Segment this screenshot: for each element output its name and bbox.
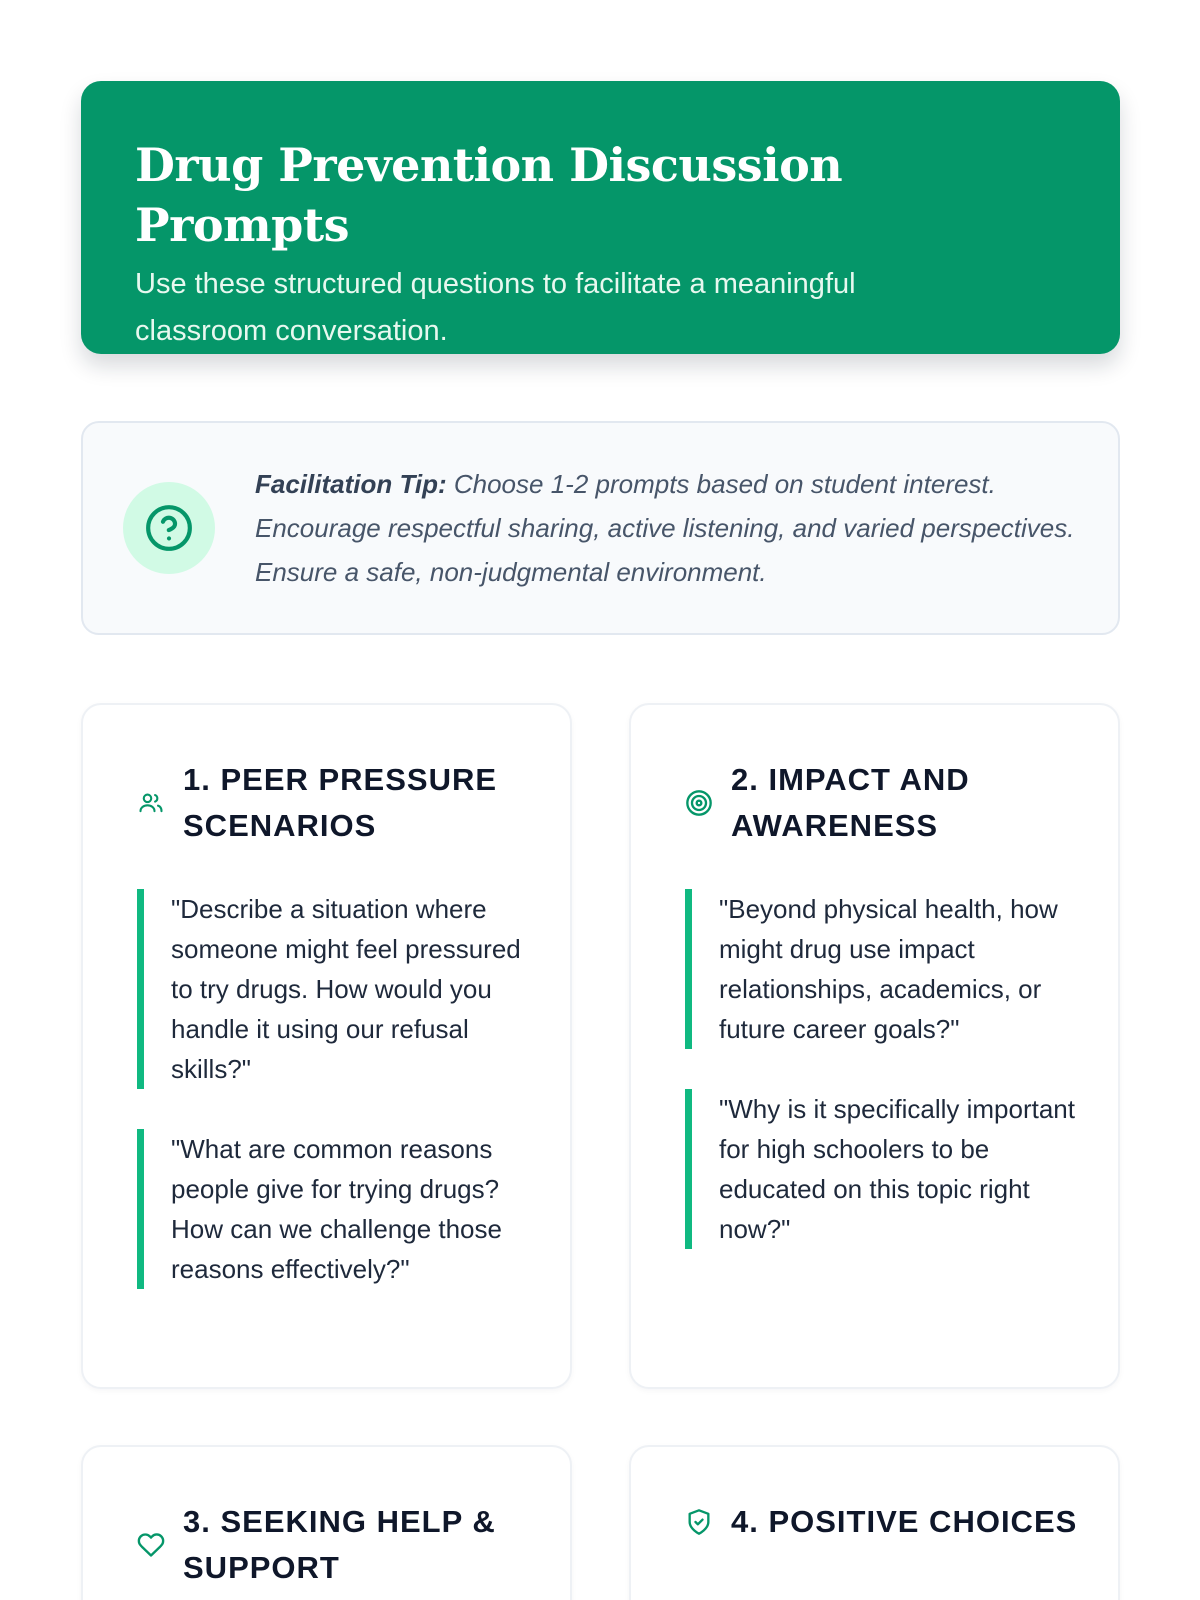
page-title: Drug Prevention Discussion Prompts — [135, 138, 843, 252]
section-title: 2. IMPACT AND AWARENESS — [731, 762, 970, 843]
facilitation-tip — [81, 421, 1120, 635]
card-header — [137, 1499, 530, 1591]
card-header — [685, 1499, 1078, 1545]
section-title: 4. POSITIVE CHOICES — [731, 1504, 1078, 1539]
tip-label: Facilitation Tip: — [255, 469, 447, 499]
shield-check-icon — [685, 1508, 713, 1536]
page-subtitle: Use these structured questions to facilitate a meaningful classroom conversation. — [135, 268, 856, 347]
section-title: 3. SEEKING HELP & SUPPORT — [183, 1504, 496, 1585]
prompt-cards-grid — [81, 703, 1119, 1600]
tip-icon-badge — [123, 482, 215, 574]
card-header — [137, 757, 530, 849]
header-banner — [81, 81, 1120, 354]
prompt-quote: "Beyond physical health, how might drug use impact relationships, academics, or future career goals?" — [685, 889, 1078, 1049]
tip-text — [255, 462, 1078, 594]
target-icon — [685, 789, 713, 817]
prompt-quote: "Why is it specifically important for high schoolers to be educated on this topic right now?" — [685, 1089, 1078, 1249]
users-icon — [137, 789, 165, 817]
prompt-quote: "What are common reasons people give for trying drugs? How can we challenge those reasons effectively?" — [137, 1129, 530, 1289]
prompt-quote: "Describe a situation where someone might feel pressured to try drugs. How would you handle it using our refusal skills?" — [137, 889, 530, 1089]
heart-icon — [137, 1531, 165, 1559]
section-card-seeking-help — [81, 1445, 572, 1600]
prompt-list — [685, 889, 1078, 1249]
section-title: 1. PEER PRESSURE SCENARIOS — [183, 762, 498, 843]
section-card-positive-choices — [629, 1445, 1120, 1600]
section-card-peer-pressure — [81, 703, 572, 1389]
card-header — [685, 757, 1078, 849]
tip-body: Choose 1-2 prompts based on student interest. Encourage respectful sharing, active listening, and varied perspectives. Ensure a safe, non-judgmental environment. — [255, 469, 1075, 587]
question-circle-icon — [144, 503, 194, 553]
section-card-impact-awareness — [629, 703, 1120, 1389]
prompt-list — [137, 889, 530, 1289]
